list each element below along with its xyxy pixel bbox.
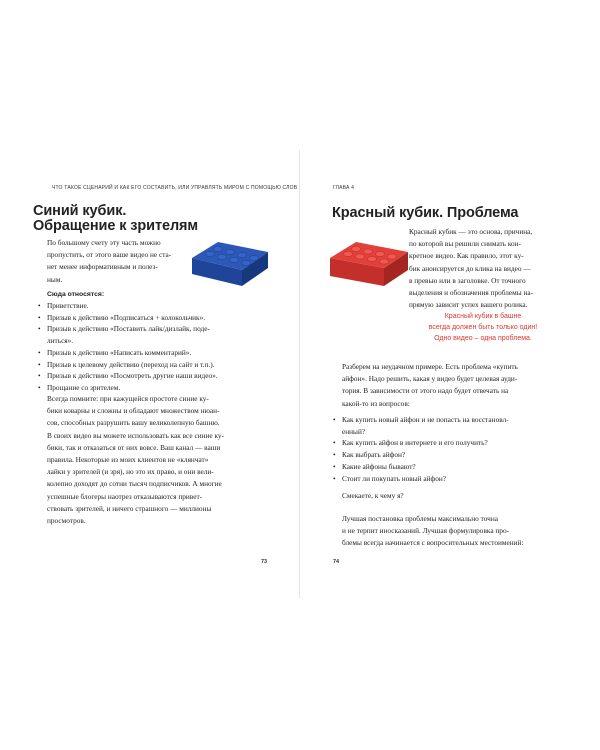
- example-line: тория. В зависимости от этого надо будет отвечать на: [342, 386, 509, 396]
- list-item-continuation: [37, 335, 218, 347]
- intro-line: по которой вы решили снимать кон-: [409, 239, 521, 249]
- quip: Смекаете, к чему я?: [342, 491, 404, 500]
- body-line: лайки у зрителей (и зря), но это их право, и они вели-: [47, 467, 214, 477]
- right-closing: [342, 513, 523, 550]
- blue-brick-icon: [188, 228, 270, 288]
- callout-red: [408, 311, 558, 344]
- body-line: колепно доходят до сотни тысяч подписчиков. А многие: [47, 479, 222, 489]
- title-line-2: Обращение к зрителям: [33, 218, 199, 234]
- list-item: • Призыв к действию «Написать комментарий».: [37, 347, 218, 359]
- left-page-title: [33, 204, 198, 234]
- continuation-text: литься».: [47, 336, 74, 346]
- list-item: • Как купить новый айфон и не попасть на восстановл-: [332, 414, 509, 426]
- left-body: [47, 393, 224, 527]
- right-intro: [409, 226, 533, 311]
- callout-line: всегда должен быть только один!: [428, 324, 538, 331]
- right-example: [342, 361, 518, 410]
- body-line: ствовать зрителей, и ничего страшного — миллионы: [47, 503, 212, 513]
- closing-line: Лучшая постановка проблемы максимально точна: [342, 514, 498, 523]
- list-item: • Как купить айфон в интернете и его получить?: [332, 437, 509, 449]
- list-item: • Призыв к действию «Поставить лайк/дизлайк, поде-: [37, 323, 218, 335]
- list-item: • Призыв к целевому действию (переход на сайт и т.п.).: [37, 359, 218, 371]
- intro-line: прямую зависит успех вашего ролика.: [409, 300, 528, 310]
- intro-line: выделения и обозначения проблемы на-: [409, 288, 534, 298]
- body-line: правила. Некоторые из моих клиентов не «клянчат»: [47, 455, 209, 465]
- example-line: айфон». Надо решить, какая у видео будет целевая ауди-: [342, 374, 518, 384]
- left-bullet-list: [37, 300, 218, 394]
- red-brick-icon: [328, 230, 410, 290]
- running-head-left: ЧТО ТАКОЕ СЦЕНАРИЙ И КАК ЕГО СОСТАВИТЬ, ИЛИ УПРАВЛЯТЬ МИРОМ С ПОМОЩЬЮ СЛОВ: [52, 185, 298, 191]
- intro-line: ным.: [47, 274, 63, 284]
- body-line: просмотров.: [47, 516, 86, 526]
- list-heading: Сюда относятся:: [47, 291, 105, 298]
- continuation-text: енный?: [342, 426, 366, 436]
- title-line-1: Синий кубик.: [33, 203, 127, 219]
- intro-line: По большому счету эту часть можно: [47, 238, 161, 247]
- closing-line: и не терпит иносказаний. Лучшая формулировка про-: [342, 526, 510, 536]
- body-line: В своих видео вы можете использовать как все синие ку-: [47, 430, 224, 440]
- body-line: успешные блогеры наотрез отказываются привет-: [47, 491, 203, 501]
- list-item-continuation: [332, 426, 509, 438]
- intro-line: Красный кубик — это основа, причина,: [409, 227, 533, 236]
- list-item: • Призыв к действию «Посмотреть другие наши видео».: [37, 370, 218, 382]
- intro-line: бик анонсируется до клика на видео —: [409, 263, 531, 273]
- list-item: • Призыв к действию «Подписаться + колокольчик».: [37, 312, 218, 324]
- right-page: [300, 0, 600, 750]
- callout-line: Одно видео – одна проблема.: [434, 335, 532, 342]
- intro-line: пропустить, от этого ваше видео не ста-: [47, 250, 172, 260]
- body-line: бики коварны и сложны и обладают множеством нюан-: [47, 406, 220, 416]
- list-item: • Как выбрать айфон?: [332, 449, 509, 461]
- list-item: • Какие айфоны бывают?: [332, 461, 509, 473]
- list-item: • Стоит ли покупать новый айфон?: [332, 473, 509, 485]
- intro-line: кретное видео. Как правило, этот ку-: [409, 251, 524, 261]
- closing-line: блемы всегда начинается с вопросительных местоимений:: [342, 538, 524, 548]
- body-line: Всегда помните: при кажущейся простоте синие ку-: [47, 394, 209, 403]
- running-head-right: ГЛАВА 4: [333, 185, 355, 191]
- page-number-right: 74: [333, 559, 340, 565]
- example-line: Разберем на неудачном примере. Есть проблема «купить: [342, 362, 518, 371]
- list-item: • Прощание со зрителем.: [37, 382, 218, 394]
- example-line: какой-то из вопросов:: [342, 398, 410, 408]
- left-intro: [47, 237, 171, 286]
- body-line: сов, способных разрушить вашу великолепную башню.: [47, 418, 220, 428]
- intro-line: в превью или в заголовке. От точного: [409, 275, 526, 285]
- page-number-left: 73: [261, 559, 268, 565]
- question-list: [332, 414, 509, 484]
- body-line: бики, так и отказаться от них вовсе. Ваш канал — ваши: [47, 442, 221, 452]
- intro-line: нет менее информативным и полез-: [47, 262, 158, 272]
- list-item: • Приветствие.: [37, 300, 218, 312]
- callout-line: Красный кубик в башне: [444, 313, 522, 320]
- right-page-title: Красный кубик. Проблема: [332, 205, 519, 221]
